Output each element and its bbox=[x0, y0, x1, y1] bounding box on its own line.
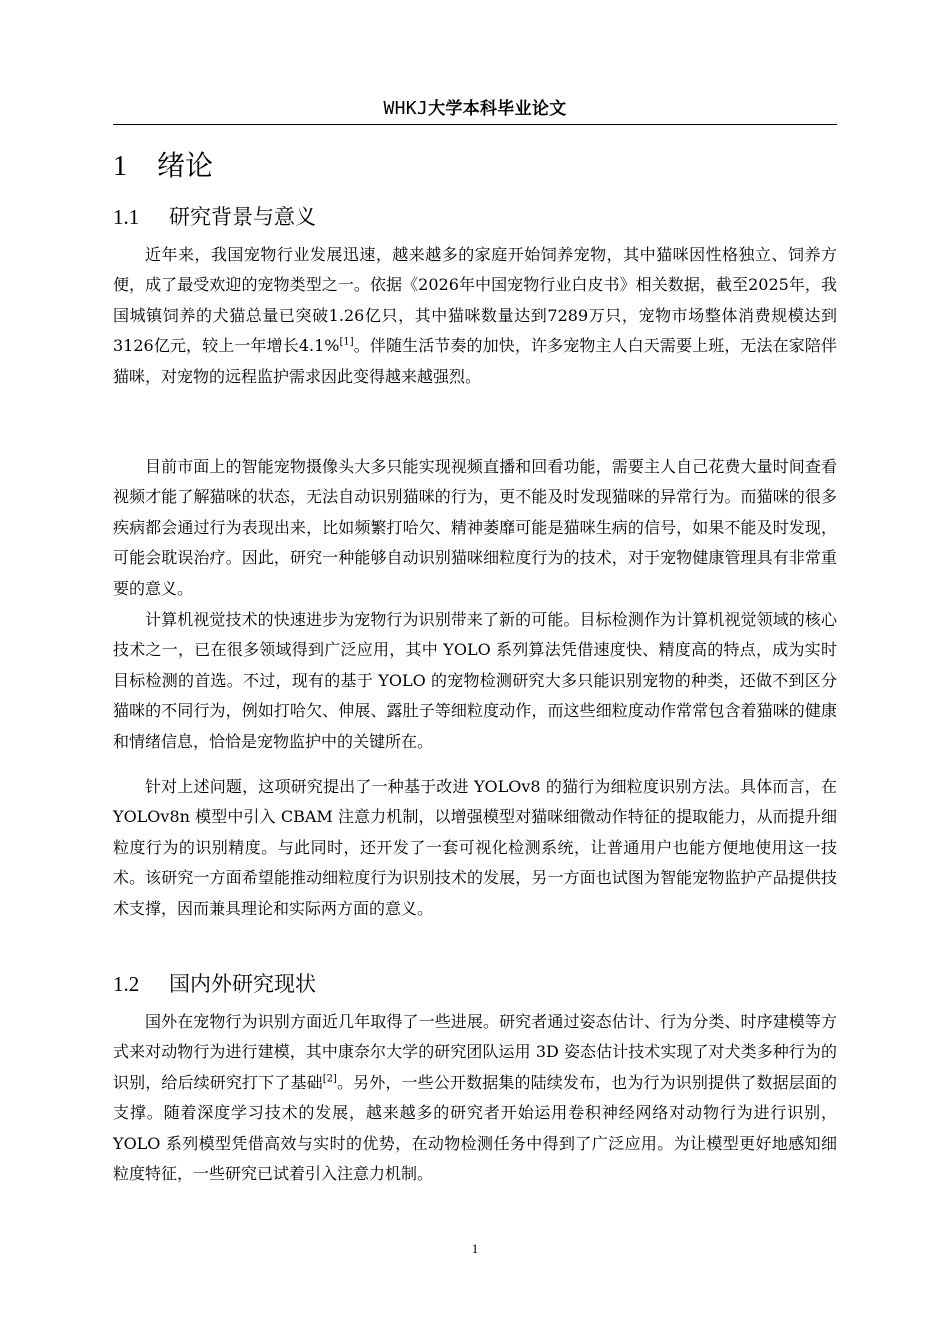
citation: [2] bbox=[322, 1073, 337, 1085]
section-heading-1-2 bbox=[113, 968, 316, 1000]
chapter-title: 绪论 bbox=[157, 149, 214, 182]
header-rule bbox=[113, 124, 837, 125]
header-title: 大学本科毕业论文 bbox=[428, 99, 567, 119]
body-paragraph: 针对上述问题，这项研究提出了一种基于改进 YOLOv8 的猫行为细粒度识别方法。具体而言，在 YOLOv8n 模型中引入 CBAM 注意力机制，以增强模型对猫咪细微动作特征的提取能力，从而提升细粒度行为的识别精度。与此同时，还开发了一套可视化检测系统，让普通用户也能方便地使用这一技术。该研究一方面希望能推动细粒度行为识别技术的发展，另一方面也试图为智能宠物监护产品提供技术支撑，因而兼具理论和实际两方面的意义。 bbox=[113, 777, 837, 918]
chapter-number: 1 bbox=[113, 151, 127, 182]
citation: [1] bbox=[339, 336, 354, 348]
section-title: 研究背景与意义 bbox=[169, 205, 316, 229]
body-paragraph: 计算机视觉技术的快速进步为宠物行为识别带来了新的可能。目标检测作为计算机视觉领域的核心技术之一，已在很多领域得到广泛应用，其中 YOLO 系列算法凭借速度快、精度高的特点，成为实时目标检测的首选。不过，现有的基于 YOLO 的宠物检测研究大多只能识别宠物的种类，还做不到区分猫咪的不同行为，例如打哈欠、伸展、露肚子等细粒度动作，而这些细粒度动作常常包含着猫咪的健康和情绪信息，恰恰是宠物监护中的关键所在。 bbox=[113, 610, 837, 751]
section-number: 1.2 bbox=[113, 972, 140, 996]
header-prefix: WHKJ bbox=[383, 98, 429, 119]
section-number: 1.1 bbox=[113, 205, 140, 229]
running-header bbox=[0, 94, 950, 119]
chapter-heading bbox=[113, 146, 213, 186]
body-paragraph: 近年来，我国宠物行业发展迅速，越来越多的家庭开始饲养宠物，其中猫咪因性格独立、饲养方便，成了最受欢迎的宠物类型之一。依据《2026年中国宠物行业白皮书》相关数据，截至2025年，我国城镇饲养的犬猫总量已突破1.26亿只，其中猫咪数量达到7289万只，宠物市场整体消费规模达到3126亿元，较上一年增长4.1%[1]。伴随生活节奏的加快，许多宠物主人白天需要上班，无法在家陪伴猫咪，对宠物的远程监护需求因此变得越来越强烈。 bbox=[113, 245, 837, 386]
body-paragraph: 目前市面上的智能宠物摄像头大多只能实现视频直播和回看功能，需要主人自己花费大量时间查看视频才能了解猫咪的状态，无法自动识别猫咪的行为，更不能及时发现猫咪的异常行为。而猫咪的很多疾病都会通过行为表现出来，比如频繁打哈欠、精神萎靡可能是猫咪生病的信号，如果不能及时发现，可能会耽误治疗。因此，研究一种能够自动识别猫咪细粒度行为的技术，对于宠物健康管理具有非常重要的意义。 bbox=[113, 457, 837, 598]
section-heading-1-1 bbox=[113, 201, 316, 233]
body-paragraph: 国外在宠物行为识别方面近几年取得了一些进展。研究者通过姿态估计、行为分类、时序建模等方式来对动物行为进行建模，其中康奈尔大学的研究团队运用 3D 姿态估计技术实现了对犬类多种行为的识别，给后续研究打下了基础[2]。另外，一些公开数据集的陆续发布，也为行为识别提供了数据层面的支撑。随着深度学习技术的发展，越来越多的研究者开始运用卷积神经网络对动物行为进行识别，YOLO 系列模型凭借高效与实时的优势，在动物检测任务中得到了广泛应用。为让模型更好地感知细粒度特征，一些研究已试着引入注意力机制。 bbox=[113, 1012, 837, 1184]
page-number: 1 bbox=[471, 1241, 479, 1256]
section-title: 国内外研究现状 bbox=[169, 972, 316, 996]
